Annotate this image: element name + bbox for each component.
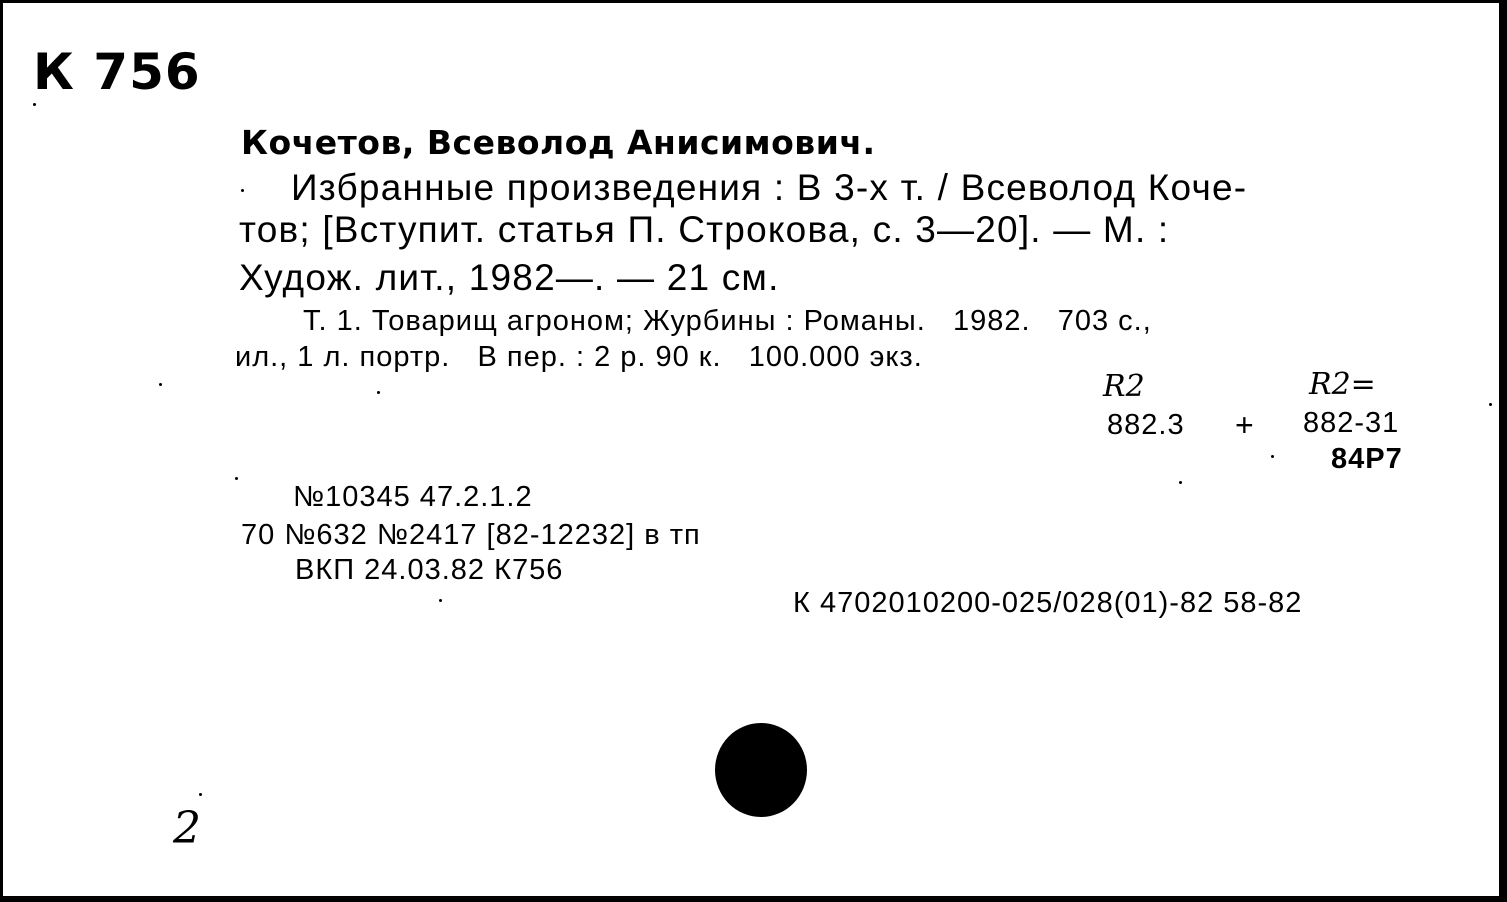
classification-code-1: 882.3 bbox=[1107, 409, 1185, 441]
speck bbox=[235, 477, 238, 480]
punch-hole-icon bbox=[715, 723, 807, 817]
speck bbox=[1271, 455, 1274, 458]
speck bbox=[439, 599, 442, 602]
author-heading: Кочетов, Всеволод Анисимович. bbox=[241, 123, 876, 162]
volume-line-2: ил., 1 л. портр. В пер. : 2 р. 90 к. 100.000 экз. bbox=[235, 341, 923, 373]
speck bbox=[1489, 403, 1492, 406]
speck bbox=[159, 383, 162, 386]
handwritten-annotation-2: R2= bbox=[1309, 367, 1376, 402]
description-line-1: Избранные произведения : В 3-х т. / Всеволод Коче- bbox=[291, 167, 1248, 208]
speck bbox=[33, 103, 36, 106]
speck bbox=[1179, 481, 1182, 484]
speck bbox=[241, 189, 244, 192]
plus-sign: + bbox=[1235, 407, 1255, 443]
tech-line-2: 70 №632 №2417 [82-12232] в тп bbox=[241, 519, 701, 551]
volume-line-1: Т. 1. Товарищ агроном; Журбины : Романы. 1982. 703 с., bbox=[303, 305, 1152, 337]
call-number: К 756 bbox=[33, 43, 201, 101]
corner-handwritten-mark: 2 bbox=[173, 803, 201, 854]
author-sign: 84Р7 bbox=[1331, 443, 1403, 475]
isbn-line: К 4702010200-025/028(01)-82 58-82 bbox=[793, 587, 1303, 619]
speck bbox=[377, 391, 380, 394]
tech-line-1: №10345 47.2.1.2 bbox=[293, 481, 533, 513]
description-line-2: тов; [Вступит. статья П. Строкова, с. 3—20]. — М. : bbox=[239, 209, 1170, 250]
classification-code-2: 882-31 bbox=[1303, 407, 1400, 439]
tech-line-3: ВКП 24.03.82 К756 bbox=[295, 554, 564, 586]
speck bbox=[199, 793, 202, 796]
handwritten-annotation-1: R2 bbox=[1103, 369, 1145, 404]
description-line-3: Худож. лит., 1982—. — 21 см. bbox=[239, 257, 780, 298]
